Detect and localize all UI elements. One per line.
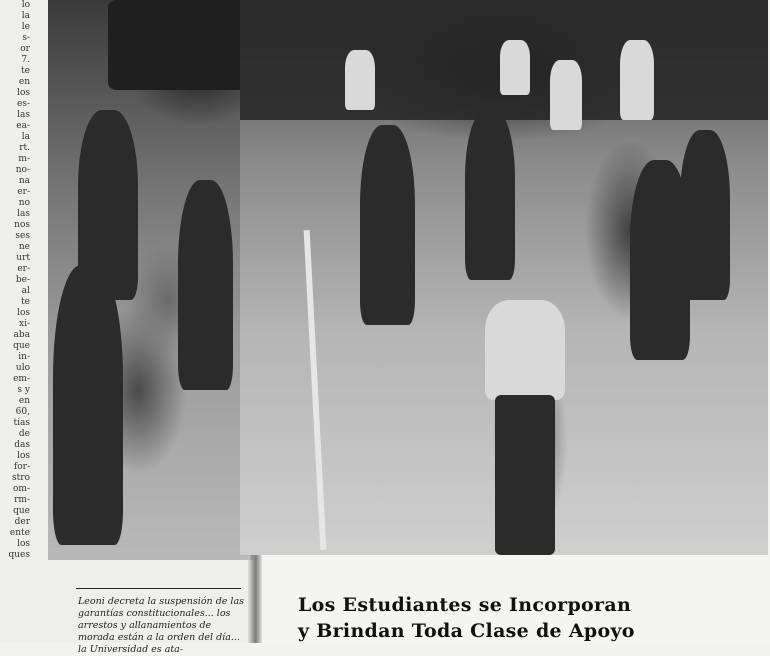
margin-fragment: om-	[13, 484, 30, 494]
margin-fragment: 60,	[15, 407, 30, 417]
soldier-figure	[178, 180, 233, 390]
crowd-person	[345, 50, 375, 110]
margin-fragment: le	[21, 22, 30, 32]
soldier-figure	[360, 125, 415, 325]
margin-fragment: or	[20, 44, 30, 54]
margin-fragment: te	[21, 297, 30, 307]
margin-fragment: las	[17, 209, 30, 219]
margin-fragment: rt.	[19, 143, 30, 153]
margin-fragment: em-	[13, 374, 30, 384]
crowd-person	[620, 40, 654, 120]
margin-fragment: ea-	[16, 121, 30, 131]
pole	[304, 230, 327, 550]
margin-fragment: aba	[13, 330, 30, 340]
margin-fragment: ses	[15, 231, 30, 241]
margin-fragment: en	[18, 396, 30, 406]
margin-fragment: urt	[16, 253, 30, 263]
margin-fragment: que	[13, 506, 30, 516]
margin-fragment: rm-	[14, 495, 30, 505]
margin-fragment: ne	[18, 242, 30, 252]
margin-fragment: xi-	[19, 319, 30, 329]
margin-fragment: al	[21, 286, 30, 296]
margin-fragment: s-	[22, 33, 30, 43]
left-column-text-fragments	[0, 0, 30, 643]
margin-fragment: s y	[17, 385, 30, 395]
headline-line-1: Los Estudiantes se Incorporan	[298, 594, 632, 616]
margin-fragment: de	[18, 429, 30, 439]
margin-fragment: in-	[18, 352, 30, 362]
article-headline	[298, 592, 758, 644]
margin-fragment: te	[21, 66, 30, 76]
margin-fragment: na	[18, 176, 30, 186]
margin-fragment: la	[21, 11, 30, 21]
margin-fragment: ente	[9, 528, 30, 538]
margin-fragment: der	[14, 517, 30, 527]
photo-caption: Leoni decreta la suspensión de las garantías constitucionales... los arrestos y allanamientos de morada están a la orden del día... la Universidad es ata-	[78, 596, 244, 655]
margin-fragment: tías	[13, 418, 30, 428]
margin-fragment: be-	[15, 275, 30, 285]
margin-fragment: ulo	[15, 363, 30, 373]
margin-fragment: en	[18, 77, 30, 87]
soldier-figure	[53, 265, 123, 545]
soldier-figure	[465, 110, 515, 280]
margin-fragment: for-	[13, 462, 30, 472]
margin-fragment: los	[17, 88, 30, 98]
margin-fragment: ques	[8, 550, 30, 560]
margin-fragment: 7.	[21, 55, 30, 65]
margin-fragment: es-	[17, 99, 30, 109]
margin-fragment: lo	[21, 0, 30, 10]
crowd-person	[550, 60, 582, 130]
margin-fragment: no	[18, 198, 30, 208]
crowd-person	[500, 40, 530, 95]
caption-rule	[76, 588, 241, 589]
margin-fragment: stro	[12, 473, 30, 483]
margin-fragment: la	[21, 132, 30, 142]
headline-line-2: y Brindan Toda Clase de Apoyo	[298, 620, 635, 642]
truck-shape	[108, 0, 248, 90]
student-trousers	[495, 395, 555, 555]
margin-fragment: las	[17, 110, 30, 120]
margin-fragment: m-	[18, 154, 30, 164]
right-photograph	[240, 0, 768, 555]
margin-fragment: no-	[15, 165, 30, 175]
margin-fragment: los	[17, 451, 30, 461]
margin-fragment: que	[13, 341, 30, 351]
margin-fragment: los	[17, 539, 30, 549]
margin-fragment: er-	[17, 264, 30, 274]
soldier-figure	[680, 130, 730, 300]
margin-fragment: nos	[14, 220, 30, 230]
margin-fragment: das	[14, 440, 30, 450]
student-figure	[485, 300, 565, 400]
margin-fragment: los	[17, 308, 30, 318]
margin-fragment: er-	[17, 187, 30, 197]
left-photograph	[48, 0, 253, 560]
